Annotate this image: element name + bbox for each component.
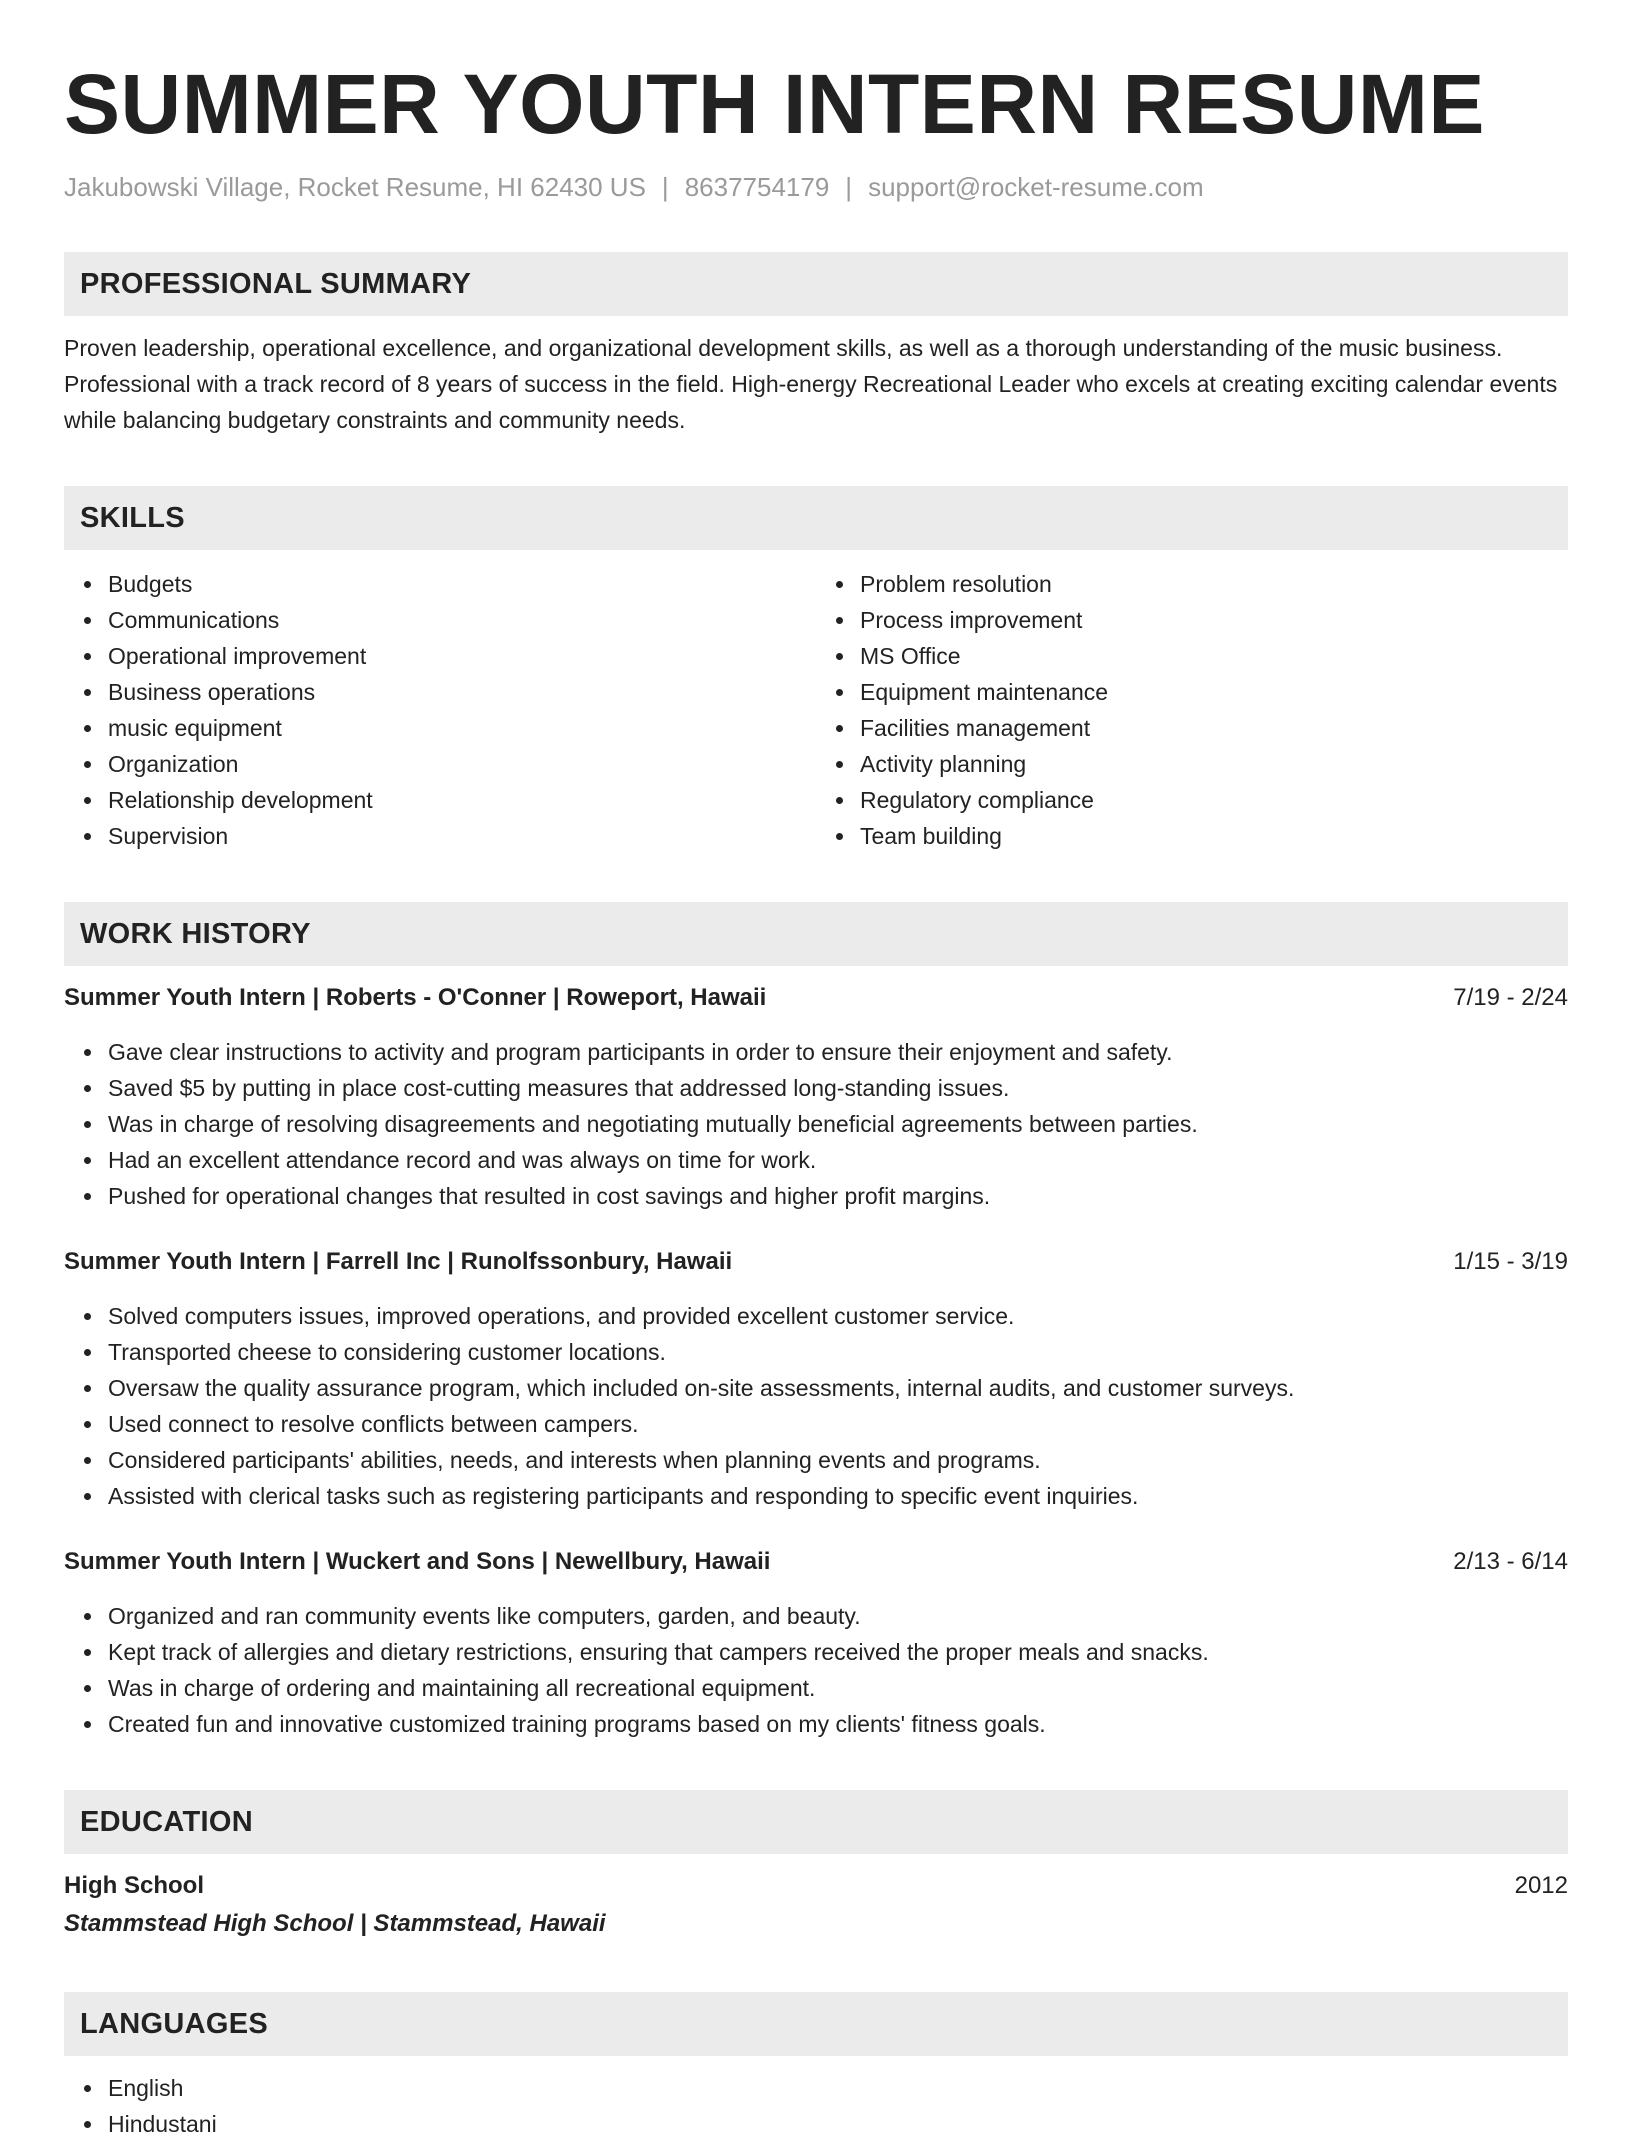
section-heading-education: EDUCATION xyxy=(64,1790,1568,1854)
skill-item: Communications xyxy=(108,602,816,638)
contact-address: Jakubowski Village, Rocket Resume, HI 62430 US xyxy=(64,172,646,202)
section-heading-work-history: WORK HISTORY xyxy=(64,902,1568,966)
contact-email: support@rocket-resume.com xyxy=(868,172,1204,202)
skill-item: Regulatory compliance xyxy=(860,782,1568,818)
job-title: Summer Youth Intern | Farrell Inc | Runolfssonbury, Hawaii xyxy=(64,1248,733,1275)
contact-phone: 8637754179 xyxy=(684,172,830,202)
job-bullet: Saved $5 by putting in place cost-cutting measures that addressed long-standing issues. xyxy=(108,1070,1568,1106)
job-bullet: Used connect to resolve conflicts between campers. xyxy=(108,1406,1568,1442)
skill-item: Business operations xyxy=(108,674,816,710)
job-bullet: Was in charge of resolving disagreements and negotiating mutually beneficial agreements between parties. xyxy=(108,1106,1568,1142)
job-dates: 2/13 - 6/14 xyxy=(1453,1548,1568,1575)
section-heading-skills: SKILLS xyxy=(64,486,1568,550)
job-title: Summer Youth Intern | Wuckert and Sons | Newellbury, Hawaii xyxy=(64,1548,771,1575)
job-bullet: Assisted with clerical tasks such as registering participants and responding to specific event inquiries. xyxy=(108,1478,1568,1514)
skill-item: Facilities management xyxy=(860,710,1568,746)
job-bullet: Organized and ran community events like computers, garden, and beauty. xyxy=(108,1598,1568,1634)
section-heading-languages: LANGUAGES xyxy=(64,1992,1568,2056)
skills-column-left xyxy=(64,566,816,854)
languages-list xyxy=(64,2070,1568,2142)
job-bullets xyxy=(64,1598,1568,1742)
job-bullet: Solved computers issues, improved operations, and provided excellent customer service. xyxy=(108,1298,1568,1334)
job-bullet: Was in charge of ordering and maintaining all recreational equipment. xyxy=(108,1670,1568,1706)
skill-item: Team building xyxy=(860,818,1568,854)
contact-separator: | xyxy=(661,172,669,202)
skill-item: Activity planning xyxy=(860,746,1568,782)
skill-item: music equipment xyxy=(108,710,816,746)
language-item: English xyxy=(108,2070,1568,2106)
education-school: Stammstead High School | Stammstead, Hawaii xyxy=(64,1910,606,1937)
job-bullet: Had an excellent attendance record and was always on time for work. xyxy=(108,1142,1568,1178)
job-bullet: Gave clear instructions to activity and program participants in order to ensure their enjoyment and safety. xyxy=(108,1034,1568,1070)
job-bullets xyxy=(64,1298,1568,1514)
resume-title: SUMMER YOUTH INTERN RESUME xyxy=(64,57,1485,151)
job-bullet: Kept track of allergies and dietary restrictions, ensuring that campers received the proper meals and snacks. xyxy=(108,1634,1568,1670)
job-dates: 7/19 - 2/24 xyxy=(1453,984,1568,1011)
job-entry xyxy=(64,1244,1568,1514)
contact-separator: | xyxy=(845,172,853,202)
job-bullet: Oversaw the quality assurance program, which included on-site assessments, internal audits, and customer surveys. xyxy=(108,1370,1568,1406)
education-entry xyxy=(64,1868,1568,1944)
skill-item: MS Office xyxy=(860,638,1568,674)
skill-item: Equipment maintenance xyxy=(860,674,1568,710)
skills-list xyxy=(64,566,1568,854)
skill-item: Problem resolution xyxy=(860,566,1568,602)
skill-item: Budgets xyxy=(108,566,816,602)
skill-item: Organization xyxy=(108,746,816,782)
language-item: Hindustani xyxy=(108,2106,1568,2142)
skills-column-right xyxy=(816,566,1568,854)
job-bullets xyxy=(64,1034,1568,1214)
job-dates: 1/15 - 3/19 xyxy=(1453,1248,1568,1275)
job-bullet: Created fun and innovative customized training programs based on my clients' fitness goals. xyxy=(108,1706,1568,1742)
job-bullet: Transported cheese to considering customer locations. xyxy=(108,1334,1568,1370)
summary-text: Proven leadership, operational excellence, and organizational development skills, as well as a thorough understanding of the music business. Professional with a track record of 8 years of success in the field. High-energy Recreational Leader who excels at creating exciting calendar events while balancing budgetary constraints and community needs. xyxy=(64,335,1558,433)
job-entry xyxy=(64,1544,1568,1742)
education-degree: High School xyxy=(64,1872,204,1899)
section-heading-summary: PROFESSIONAL SUMMARY xyxy=(64,252,1568,316)
contact-line xyxy=(64,170,1568,204)
job-title: Summer Youth Intern | Roberts - O'Conner | Roweport, Hawaii xyxy=(64,984,767,1011)
job-bullet: Pushed for operational changes that resulted in cost savings and higher profit margins. xyxy=(108,1178,1568,1214)
skill-item: Operational improvement xyxy=(108,638,816,674)
job-bullet: Considered participants' abilities, needs, and interests when planning events and programs. xyxy=(108,1442,1568,1478)
skill-item: Relationship development xyxy=(108,782,816,818)
skill-item: Process improvement xyxy=(860,602,1568,638)
education-year: 2012 xyxy=(1514,1872,1568,1899)
job-entry xyxy=(64,980,1568,1214)
skill-item: Supervision xyxy=(108,818,816,854)
